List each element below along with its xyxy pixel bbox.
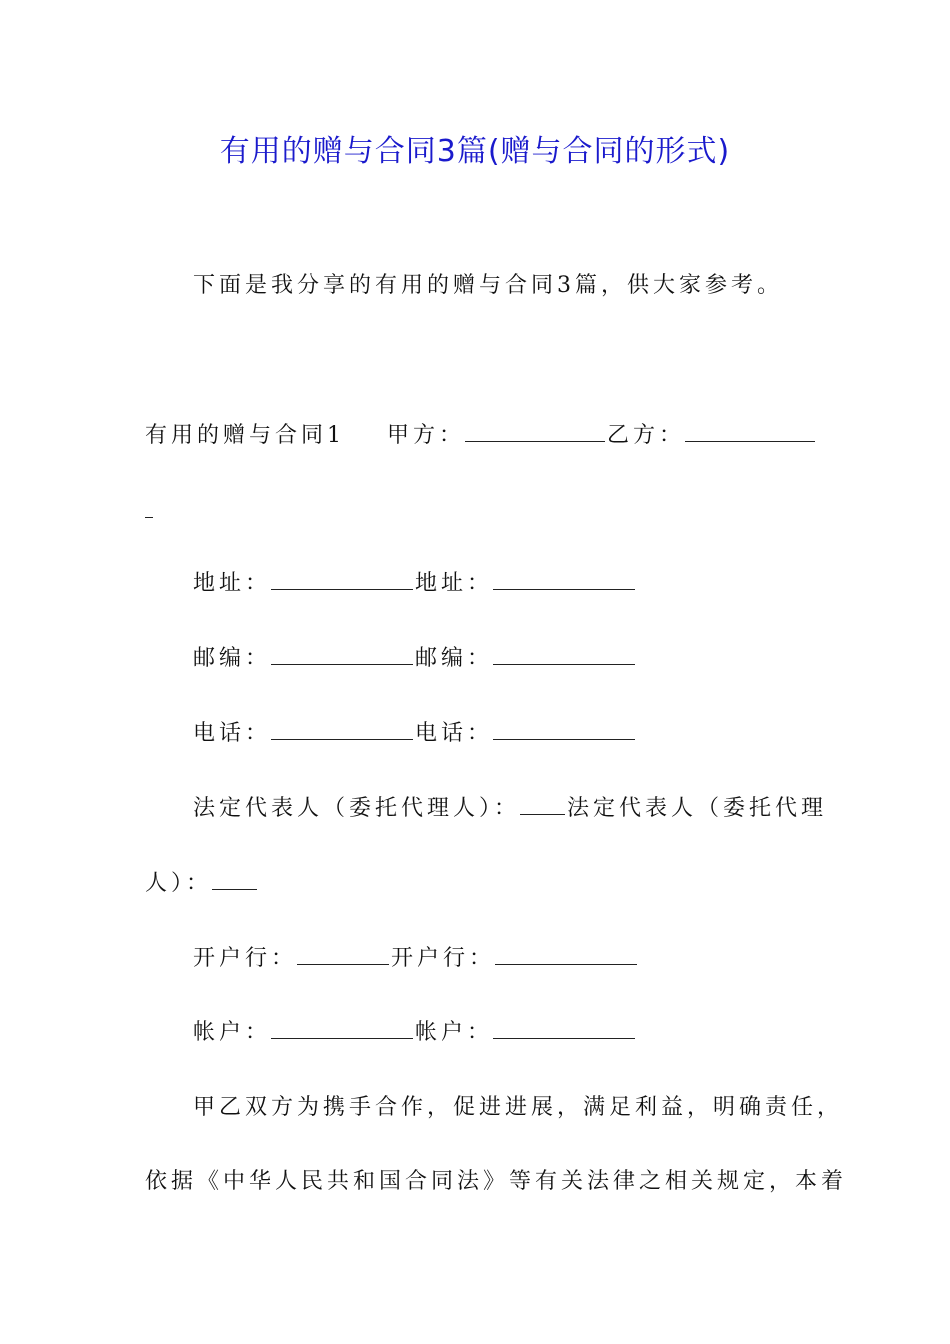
body-paragraph-line-2: 依据《中华人民共和国合同法》等有关法律之相关规定，本着 — [145, 1169, 848, 1194]
account-a-blank — [271, 1037, 413, 1039]
phone-b-label: 电话： — [415, 721, 494, 746]
bank-b-label: 开户行： — [391, 946, 496, 971]
party-header-line — [145, 419, 817, 453]
rep-a-label: 法定代表人（委托代理人）： — [193, 796, 521, 821]
address-a-label: 地址： — [193, 571, 272, 596]
party-a-blank — [465, 440, 605, 442]
rep-b-label-continued: 人）： — [145, 871, 213, 896]
postcode-b-blank — [493, 663, 635, 665]
rep-a-blank — [520, 813, 565, 815]
rep-b-blank — [212, 888, 257, 890]
postcode-line — [193, 642, 637, 676]
party-b-label: 乙方： — [607, 423, 686, 448]
phone-b-blank — [493, 738, 635, 740]
phone-line — [193, 717, 637, 751]
representative-line — [193, 792, 827, 826]
address-line — [193, 567, 637, 601]
intro-paragraph: 下面是我分享的有用的赠与合同3篇，供大家参考。 — [193, 273, 783, 298]
rep-b-label: 法定代表人（委托代理 — [567, 796, 828, 821]
phone-a-label: 电话： — [193, 721, 272, 746]
postcode-a-blank — [271, 663, 413, 665]
bank-a-label: 开户行： — [193, 946, 298, 971]
page-title: 有用的赠与合同3篇(赠与合同的形式) — [219, 134, 731, 169]
contract-heading: 有用的赠与合同1 — [145, 423, 345, 448]
account-line — [193, 1016, 637, 1050]
body-paragraph-line-1: 甲乙双方为携手合作，促进进展，满足利益，明确责任， — [193, 1095, 844, 1120]
bank-line — [193, 942, 639, 976]
address-b-blank — [493, 588, 635, 590]
phone-a-blank — [271, 738, 413, 740]
postcode-b-label: 邮编： — [415, 646, 494, 671]
party-b-blank-wrap — [145, 495, 155, 529]
account-b-blank — [493, 1037, 635, 1039]
bank-a-blank — [297, 963, 389, 965]
bank-b-blank — [495, 963, 637, 965]
representative-line-continued — [145, 867, 259, 901]
party-b-blank-continued — [145, 516, 153, 518]
party-a-label: 甲方： — [387, 423, 466, 448]
address-b-label: 地址： — [415, 571, 494, 596]
account-a-label: 帐户： — [193, 1020, 272, 1045]
postcode-a-label: 邮编： — [193, 646, 272, 671]
account-b-label: 帐户： — [415, 1020, 494, 1045]
address-a-blank — [271, 588, 413, 590]
party-b-blank — [685, 440, 815, 442]
